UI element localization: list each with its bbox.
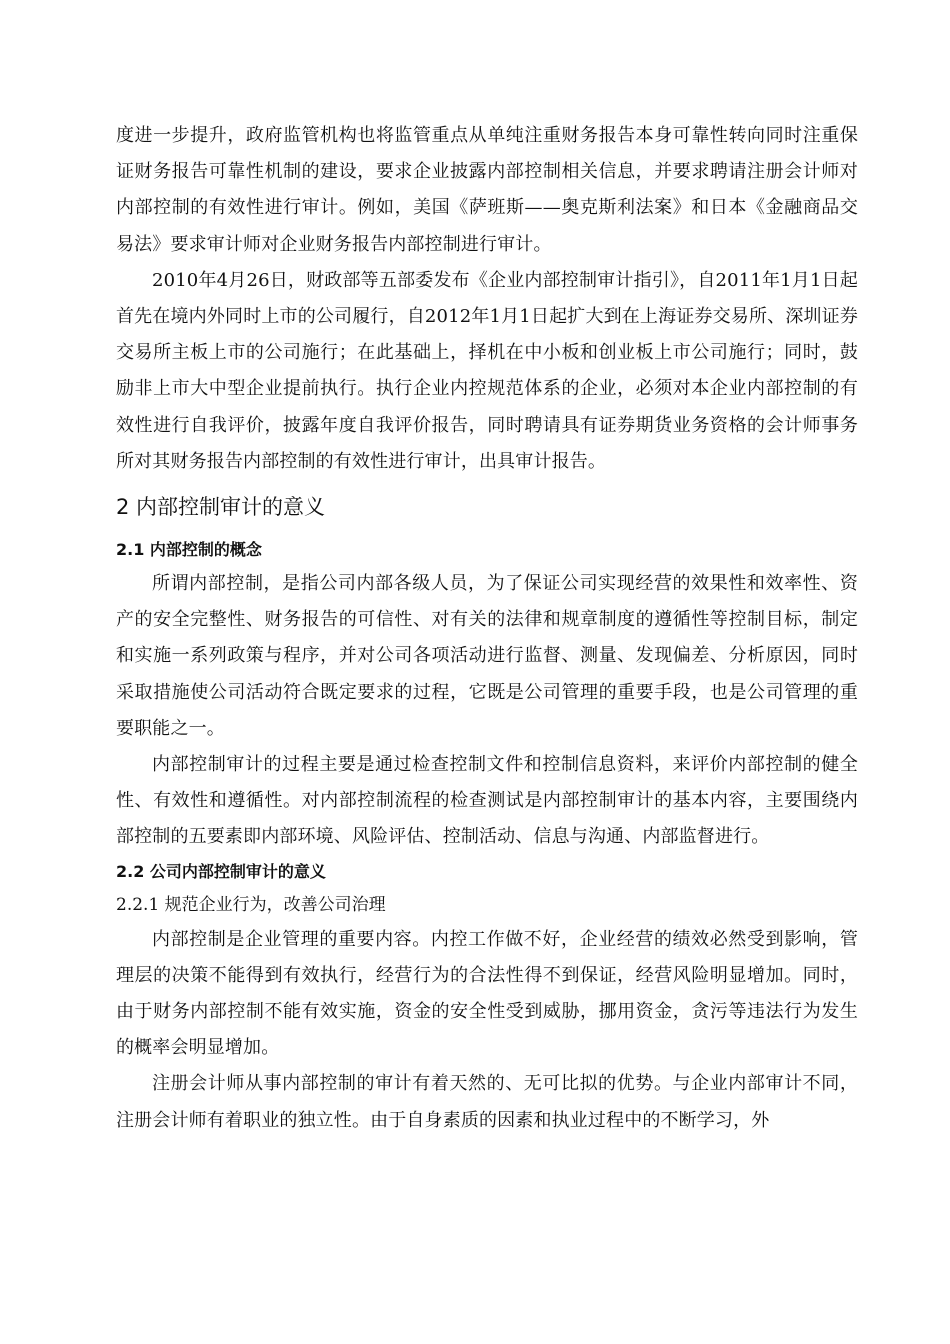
paragraph-audit-process: 内部控制审计的过程主要是通过检查控制文件和控制信息资料，来评价内部控制的健全性、有效性和遵循性。对内部控制流程的检查测试是内部控制审计的基本内容，主要围绕内部控制的五要素即内部环境、风险评估、控制活动、信息与沟通、内部监督进行。 [116, 754, 858, 848]
paragraph-internal-control-definition: 所谓内部控制，是指公司内部各级人员，为了保证公司实现经营的效果性和效率性、资产的安全完整性、财务报告的可信性、对有关的法律和规章制度的遵循性等控制目标，制定和实施一系列政策与程序，并对公司各项活动进行监督、测量、发现偏差、分析原因，同时采取措施使公司活动符合既定要求的过程，它既是公司管理的重要手段，也是公司管理的重要职能之一。 [116, 573, 858, 739]
subsection-heading-2-2: 2.2 公司内部控制审计的意义 [116, 861, 326, 881]
paragraph-cpa-advantage: 注册会计师从事内部控制的审计有着天然的、无可比拟的优势。与企业内部审计不同，注册会计师有着职业的独立性。由于自身素质的因素和执业过程中的不断学习，外 [116, 1073, 858, 1131]
subsubsection-heading-2-2-1: 2.2.1 规范企业行为，改善公司治理 [116, 894, 386, 915]
section-heading-2: 2 内部控制审计的意义 [116, 495, 326, 520]
document-body [116, 118, 858, 1139]
paragraph-continued-intro: 度进一步提升，政府监管机构也将监管重点从单纯注重财务报告本身可靠性转向同时注重保证财务报告可靠性机制的建设，要求企业披露内部控制相关信息，并要求聘请注册会计师对内部控制的有效性进行审计。例如，美国《萨班斯——奥克斯利法案》和日本《金融商品交易法》要求审计师对企业财务报告内部控制进行审计。 [116, 125, 858, 255]
paragraph-enterprise-management: 内部控制是企业管理的重要内容。内控工作做不好，企业经营的绩效必然受到影响，管理层的决策不能得到有效执行，经营行为的合法性得不到保证，经营风险明显增加。同时，由于财务内部控制不能有效实施，资金的安全性受到威胁，挪用资金，贪污等违法行为发生的概率会明显增加。 [116, 928, 858, 1059]
paragraph-2010-guideline: 2010年4月26日，财政部等五部委发布《企业内部控制审计指引》，自2011年1月1日起首先在境内外同时上市的公司履行，自2012年1月1日起扩大到在上海证券交易所、深圳证券交易所主板上市的公司施行；在此基础上，择机在中小板和创业板上市公司施行；同时，鼓励非上市大中型企业提前执行。执行企业内控规范体系的企业，必须对本企业内部控制的有效性进行自我评价，披露年度自我评价报告，同时聘请具有证券期货业务资格的会计师事务所对其财务报告内部控制的有效性进行审计，出具审计报告。 [116, 269, 858, 472]
subsection-heading-2-1: 2.1 内部控制的概念 [116, 540, 262, 560]
